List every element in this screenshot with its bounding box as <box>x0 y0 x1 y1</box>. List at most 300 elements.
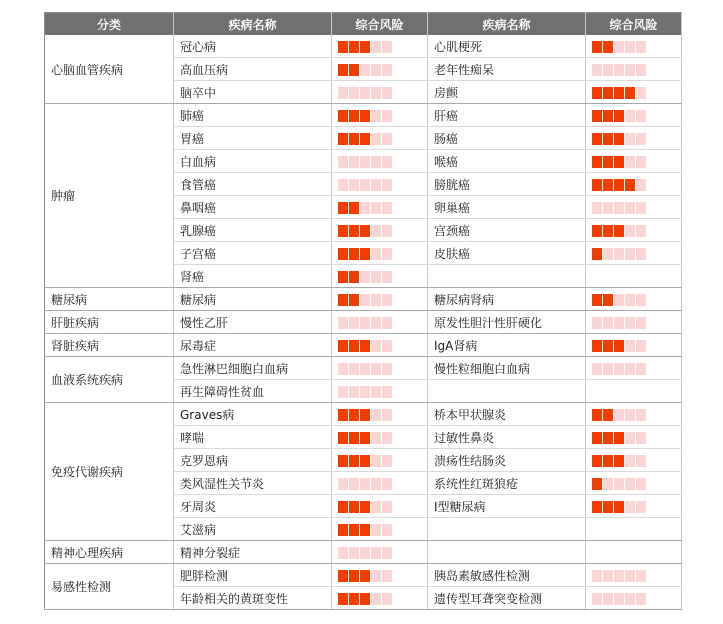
risk-block-empty <box>371 110 381 122</box>
risk-block-filled <box>592 294 602 306</box>
risk-block-empty <box>603 363 613 375</box>
risk-meter <box>338 248 392 260</box>
risk-block-filled <box>338 432 348 444</box>
risk-cell <box>332 564 428 587</box>
risk-cell <box>586 35 682 58</box>
risk-block-empty <box>382 432 392 444</box>
risk-cell <box>586 311 682 334</box>
risk-block-filled <box>338 455 348 467</box>
header-disease-name-1: 疾病名称 <box>174 13 332 36</box>
table-row <box>45 403 682 426</box>
risk-block-filled <box>338 133 348 145</box>
risk-cell <box>332 518 428 541</box>
risk-block-empty <box>349 478 359 490</box>
risk-block-filled <box>614 340 624 352</box>
risk-block-empty <box>382 179 392 191</box>
risk-block-filled <box>338 225 348 237</box>
risk-block-empty <box>382 271 392 283</box>
risk-block-empty <box>625 294 635 306</box>
risk-block-empty <box>382 524 392 536</box>
risk-cell <box>586 127 682 150</box>
disease-name-cell: 宫颈癌 <box>428 219 586 242</box>
disease-name-cell: 房颤 <box>428 81 586 104</box>
disease-name-cell: 溃疡性结肠炎 <box>428 449 586 472</box>
risk-block-filled <box>338 593 348 605</box>
risk-block-filled <box>592 478 602 490</box>
risk-block-filled <box>603 501 613 513</box>
risk-block-filled <box>338 271 348 283</box>
risk-block-empty <box>603 64 613 76</box>
risk-block-filled <box>349 340 359 352</box>
risk-block-filled <box>592 156 602 168</box>
risk-cell <box>586 196 682 219</box>
disease-name-cell: 尿毒症 <box>174 334 332 357</box>
risk-block-empty <box>371 64 381 76</box>
disease-name-cell: 哮喘 <box>174 426 332 449</box>
risk-block-empty <box>371 87 381 99</box>
risk-cell <box>586 449 682 472</box>
risk-block-empty <box>338 478 348 490</box>
disease-name-cell: 老年性痴呆 <box>428 58 586 81</box>
risk-block-filled <box>614 87 624 99</box>
disease-name-cell: 类风湿性关节炎 <box>174 472 332 495</box>
risk-block-empty <box>338 156 348 168</box>
risk-block-filled <box>603 455 613 467</box>
risk-block-filled <box>349 110 359 122</box>
risk-block-filled <box>349 271 359 283</box>
risk-block-empty <box>636 202 646 214</box>
risk-block-filled <box>360 409 370 421</box>
risk-block-empty <box>625 133 635 145</box>
risk-block-filled <box>360 593 370 605</box>
risk-cell <box>586 219 682 242</box>
risk-cell <box>332 104 428 127</box>
risk-block-filled <box>614 501 624 513</box>
risk-block-filled <box>603 294 613 306</box>
risk-cell <box>332 196 428 219</box>
risk-meter <box>338 570 392 582</box>
risk-cell <box>332 495 428 518</box>
table-row <box>45 35 682 58</box>
risk-block-empty <box>371 478 381 490</box>
risk-block-filled <box>603 87 613 99</box>
risk-block-empty <box>349 179 359 191</box>
risk-block-filled <box>614 133 624 145</box>
risk-block-empty <box>592 593 602 605</box>
risk-meter <box>338 455 392 467</box>
disease-name-cell: IgA肾病 <box>428 334 586 357</box>
disease-name-cell: 乳腺癌 <box>174 219 332 242</box>
disease-name-cell: 肥胖检测 <box>174 564 332 587</box>
risk-meter <box>338 593 392 605</box>
risk-meter <box>338 340 392 352</box>
risk-meter <box>592 294 646 306</box>
risk-block-filled <box>338 202 348 214</box>
risk-block-filled <box>625 179 635 191</box>
risk-cell <box>586 472 682 495</box>
risk-cell <box>586 426 682 449</box>
disease-name-cell <box>428 265 586 288</box>
risk-meter <box>338 41 392 53</box>
risk-block-empty <box>382 202 392 214</box>
risk-meter <box>592 593 646 605</box>
risk-cell <box>586 541 682 564</box>
risk-block-filled <box>360 455 370 467</box>
risk-meter <box>338 409 392 421</box>
risk-block-empty <box>349 156 359 168</box>
risk-block-empty <box>625 41 635 53</box>
risk-block-empty <box>614 64 624 76</box>
risk-block-filled <box>360 133 370 145</box>
risk-block-filled <box>349 294 359 306</box>
risk-cell <box>332 472 428 495</box>
risk-block-empty <box>349 363 359 375</box>
header-row <box>45 13 682 36</box>
disease-name-cell: 糖尿病肾病 <box>428 288 586 311</box>
risk-block-empty <box>338 317 348 329</box>
risk-block-filled <box>349 524 359 536</box>
risk-block-empty <box>603 202 613 214</box>
risk-block-filled <box>603 225 613 237</box>
risk-block-filled <box>349 570 359 582</box>
risk-block-empty <box>636 87 646 99</box>
risk-block-empty <box>349 317 359 329</box>
risk-block-empty <box>371 156 381 168</box>
risk-block-empty <box>625 156 635 168</box>
risk-cell <box>332 541 428 564</box>
risk-block-empty <box>614 570 624 582</box>
risk-cell <box>332 81 428 104</box>
risk-meter <box>338 363 392 375</box>
risk-block-empty <box>625 110 635 122</box>
risk-block-filled <box>360 570 370 582</box>
disease-name-cell: 胃癌 <box>174 127 332 150</box>
table-row <box>45 564 682 587</box>
risk-block-filled <box>592 340 602 352</box>
risk-cell <box>586 81 682 104</box>
disease-name-cell: 鼻咽癌 <box>174 196 332 219</box>
risk-meter <box>592 248 646 260</box>
risk-cell <box>586 242 682 265</box>
disease-name-cell: 膀胱癌 <box>428 173 586 196</box>
risk-block-empty <box>614 409 624 421</box>
risk-block-empty <box>636 294 646 306</box>
risk-meter <box>338 156 392 168</box>
risk-block-filled <box>603 179 613 191</box>
risk-cell <box>332 127 428 150</box>
disease-name-cell: 克罗恩病 <box>174 449 332 472</box>
risk-block-empty <box>371 363 381 375</box>
risk-block-filled <box>592 179 602 191</box>
risk-block-filled <box>338 294 348 306</box>
disease-name-cell: 再生障碍性贫血 <box>174 380 332 403</box>
risk-block-empty <box>382 547 392 559</box>
risk-meter <box>592 432 646 444</box>
risk-block-empty <box>592 64 602 76</box>
risk-block-empty <box>382 248 392 260</box>
disease-name-cell: 慢性粒细胞白血病 <box>428 357 586 380</box>
table-row <box>45 311 682 334</box>
category-cell: 易感性检测 <box>45 564 174 610</box>
risk-block-empty <box>382 455 392 467</box>
risk-block-filled <box>592 501 602 513</box>
risk-meter <box>338 478 392 490</box>
risk-block-empty <box>636 340 646 352</box>
category-cell: 精神心理疾病 <box>45 541 174 564</box>
risk-block-filled <box>360 340 370 352</box>
risk-block-empty <box>371 547 381 559</box>
disease-name-cell: 肝癌 <box>428 104 586 127</box>
risk-cell <box>332 587 428 610</box>
risk-block-empty <box>371 455 381 467</box>
table-row <box>45 288 682 311</box>
risk-block-empty <box>592 363 602 375</box>
risk-block-filled <box>603 110 613 122</box>
risk-cell <box>332 35 428 58</box>
risk-block-empty <box>349 87 359 99</box>
risk-block-empty <box>371 248 381 260</box>
risk-cell <box>586 495 682 518</box>
risk-block-filled <box>614 455 624 467</box>
risk-meter <box>592 478 646 490</box>
disease-name-cell: 肠癌 <box>428 127 586 150</box>
risk-block-empty <box>592 570 602 582</box>
risk-block-empty <box>338 363 348 375</box>
risk-block-empty <box>625 225 635 237</box>
risk-block-empty <box>625 340 635 352</box>
risk-block-empty <box>360 317 370 329</box>
risk-block-filled <box>592 133 602 145</box>
risk-block-empty <box>636 478 646 490</box>
risk-cell <box>586 265 682 288</box>
risk-block-filled <box>338 110 348 122</box>
risk-meter <box>592 179 646 191</box>
risk-block-empty <box>625 570 635 582</box>
risk-block-filled <box>338 409 348 421</box>
risk-block-filled <box>349 593 359 605</box>
risk-block-filled <box>349 133 359 145</box>
disease-name-cell: 子宫癌 <box>174 242 332 265</box>
risk-block-empty <box>349 386 359 398</box>
risk-block-empty <box>625 64 635 76</box>
risk-meter <box>592 64 646 76</box>
risk-block-empty <box>636 409 646 421</box>
risk-block-empty <box>625 501 635 513</box>
table-row <box>45 334 682 357</box>
risk-block-filled <box>338 248 348 260</box>
risk-block-filled <box>625 87 635 99</box>
risk-block-empty <box>338 179 348 191</box>
disease-name-cell: 原发性胆汁性肝硬化 <box>428 311 586 334</box>
disease-name-cell: 急性淋巴细胞白血病 <box>174 357 332 380</box>
risk-block-filled <box>592 432 602 444</box>
risk-block-filled <box>360 501 370 513</box>
risk-cell <box>332 265 428 288</box>
risk-block-filled <box>592 455 602 467</box>
disease-name-cell: 艾滋病 <box>174 518 332 541</box>
risk-block-empty <box>371 271 381 283</box>
risk-cell <box>586 518 682 541</box>
risk-block-empty <box>614 202 624 214</box>
risk-block-empty <box>636 248 646 260</box>
risk-block-empty <box>382 478 392 490</box>
risk-meter <box>338 110 392 122</box>
risk-block-empty <box>636 110 646 122</box>
risk-block-filled <box>338 501 348 513</box>
disease-name-cell: 遗传型耳聋突变检测 <box>428 587 586 610</box>
risk-block-empty <box>603 478 613 490</box>
risk-block-filled <box>603 41 613 53</box>
risk-meter <box>338 432 392 444</box>
risk-cell <box>586 380 682 403</box>
risk-block-empty <box>636 593 646 605</box>
risk-block-empty <box>614 41 624 53</box>
risk-block-filled <box>592 87 602 99</box>
disease-name-cell: 糖尿病 <box>174 288 332 311</box>
disease-name-cell: 心肌梗死 <box>428 35 586 58</box>
risk-block-empty <box>382 133 392 145</box>
risk-block-empty <box>382 110 392 122</box>
disease-name-cell: 年龄相关的黄斑变性 <box>174 587 332 610</box>
risk-block-empty <box>603 593 613 605</box>
risk-block-filled <box>338 340 348 352</box>
risk-block-empty <box>360 179 370 191</box>
risk-meter <box>592 156 646 168</box>
risk-block-empty <box>382 317 392 329</box>
risk-block-empty <box>636 225 646 237</box>
table-row <box>45 357 682 380</box>
risk-block-filled <box>592 110 602 122</box>
disease-name-cell: 喉癌 <box>428 150 586 173</box>
risk-block-empty <box>360 87 370 99</box>
risk-meter <box>592 570 646 582</box>
disease-name-cell: 慢性乙肝 <box>174 311 332 334</box>
risk-meter <box>338 386 392 398</box>
risk-block-filled <box>360 225 370 237</box>
risk-block-filled <box>338 64 348 76</box>
risk-meter <box>592 501 646 513</box>
risk-block-empty <box>382 64 392 76</box>
disease-name-cell: 高血压病 <box>174 58 332 81</box>
risk-block-empty <box>636 455 646 467</box>
category-cell: 肾脏疾病 <box>45 334 174 357</box>
risk-cell <box>586 150 682 173</box>
risk-cell <box>586 334 682 357</box>
risk-block-filled <box>349 202 359 214</box>
risk-block-empty <box>382 593 392 605</box>
risk-block-filled <box>614 179 624 191</box>
risk-cell <box>332 403 428 426</box>
risk-block-filled <box>592 41 602 53</box>
risk-block-empty <box>625 409 635 421</box>
risk-meter <box>592 455 646 467</box>
risk-meter <box>338 294 392 306</box>
risk-table <box>44 12 682 610</box>
risk-block-empty <box>625 455 635 467</box>
disease-name-cell: 肺癌 <box>174 104 332 127</box>
risk-meter <box>338 64 392 76</box>
risk-block-empty <box>382 363 392 375</box>
risk-block-filled <box>360 248 370 260</box>
risk-block-filled <box>603 432 613 444</box>
risk-block-filled <box>360 432 370 444</box>
category-cell: 血液系统疾病 <box>45 357 174 403</box>
risk-meter <box>592 133 646 145</box>
risk-block-empty <box>636 570 646 582</box>
risk-cell <box>586 564 682 587</box>
risk-block-empty <box>625 432 635 444</box>
risk-block-filled <box>349 501 359 513</box>
risk-block-empty <box>360 547 370 559</box>
risk-meter <box>338 317 392 329</box>
risk-block-filled <box>614 225 624 237</box>
header-disease-name-2: 疾病名称 <box>428 13 586 36</box>
risk-cell <box>586 104 682 127</box>
disease-name-cell: 肾癌 <box>174 265 332 288</box>
risk-block-empty <box>371 202 381 214</box>
disease-name-cell: 冠心病 <box>174 35 332 58</box>
risk-block-empty <box>636 179 646 191</box>
risk-block-filled <box>360 524 370 536</box>
disease-name-cell: Graves病 <box>174 403 332 426</box>
risk-cell <box>332 449 428 472</box>
disease-name-cell: 脑卒中 <box>174 81 332 104</box>
risk-block-empty <box>625 363 635 375</box>
category-cell: 糖尿病 <box>45 288 174 311</box>
risk-cell <box>332 311 428 334</box>
risk-block-filled <box>360 41 370 53</box>
risk-block-empty <box>371 41 381 53</box>
disease-name-cell: 牙周炎 <box>174 495 332 518</box>
risk-block-filled <box>349 455 359 467</box>
risk-block-filled <box>349 432 359 444</box>
risk-cell <box>586 288 682 311</box>
risk-meter <box>592 225 646 237</box>
risk-block-empty <box>360 386 370 398</box>
risk-meter <box>338 225 392 237</box>
risk-cell <box>332 58 428 81</box>
risk-meter <box>338 524 392 536</box>
risk-block-filled <box>360 110 370 122</box>
risk-block-filled <box>349 248 359 260</box>
risk-meter <box>338 87 392 99</box>
disease-name-cell: 胰岛素敏感性检测 <box>428 564 586 587</box>
risk-block-empty <box>382 225 392 237</box>
category-cell: 肿瘤 <box>45 104 174 288</box>
risk-meter <box>592 317 646 329</box>
risk-block-empty <box>360 294 370 306</box>
risk-cell <box>332 219 428 242</box>
risk-block-empty <box>360 478 370 490</box>
risk-cell <box>586 58 682 81</box>
risk-meter <box>338 179 392 191</box>
disease-name-cell: 精神分裂症 <box>174 541 332 564</box>
risk-block-empty <box>382 570 392 582</box>
risk-block-empty <box>382 409 392 421</box>
table-body <box>45 35 682 610</box>
risk-meter <box>592 363 646 375</box>
risk-meter <box>592 110 646 122</box>
risk-meter <box>592 41 646 53</box>
category-cell: 肝脏疾病 <box>45 311 174 334</box>
risk-cell <box>586 357 682 380</box>
risk-block-empty <box>382 501 392 513</box>
risk-block-empty <box>603 248 613 260</box>
risk-meter <box>338 271 392 283</box>
risk-block-empty <box>636 64 646 76</box>
risk-block-empty <box>371 432 381 444</box>
risk-block-empty <box>360 156 370 168</box>
